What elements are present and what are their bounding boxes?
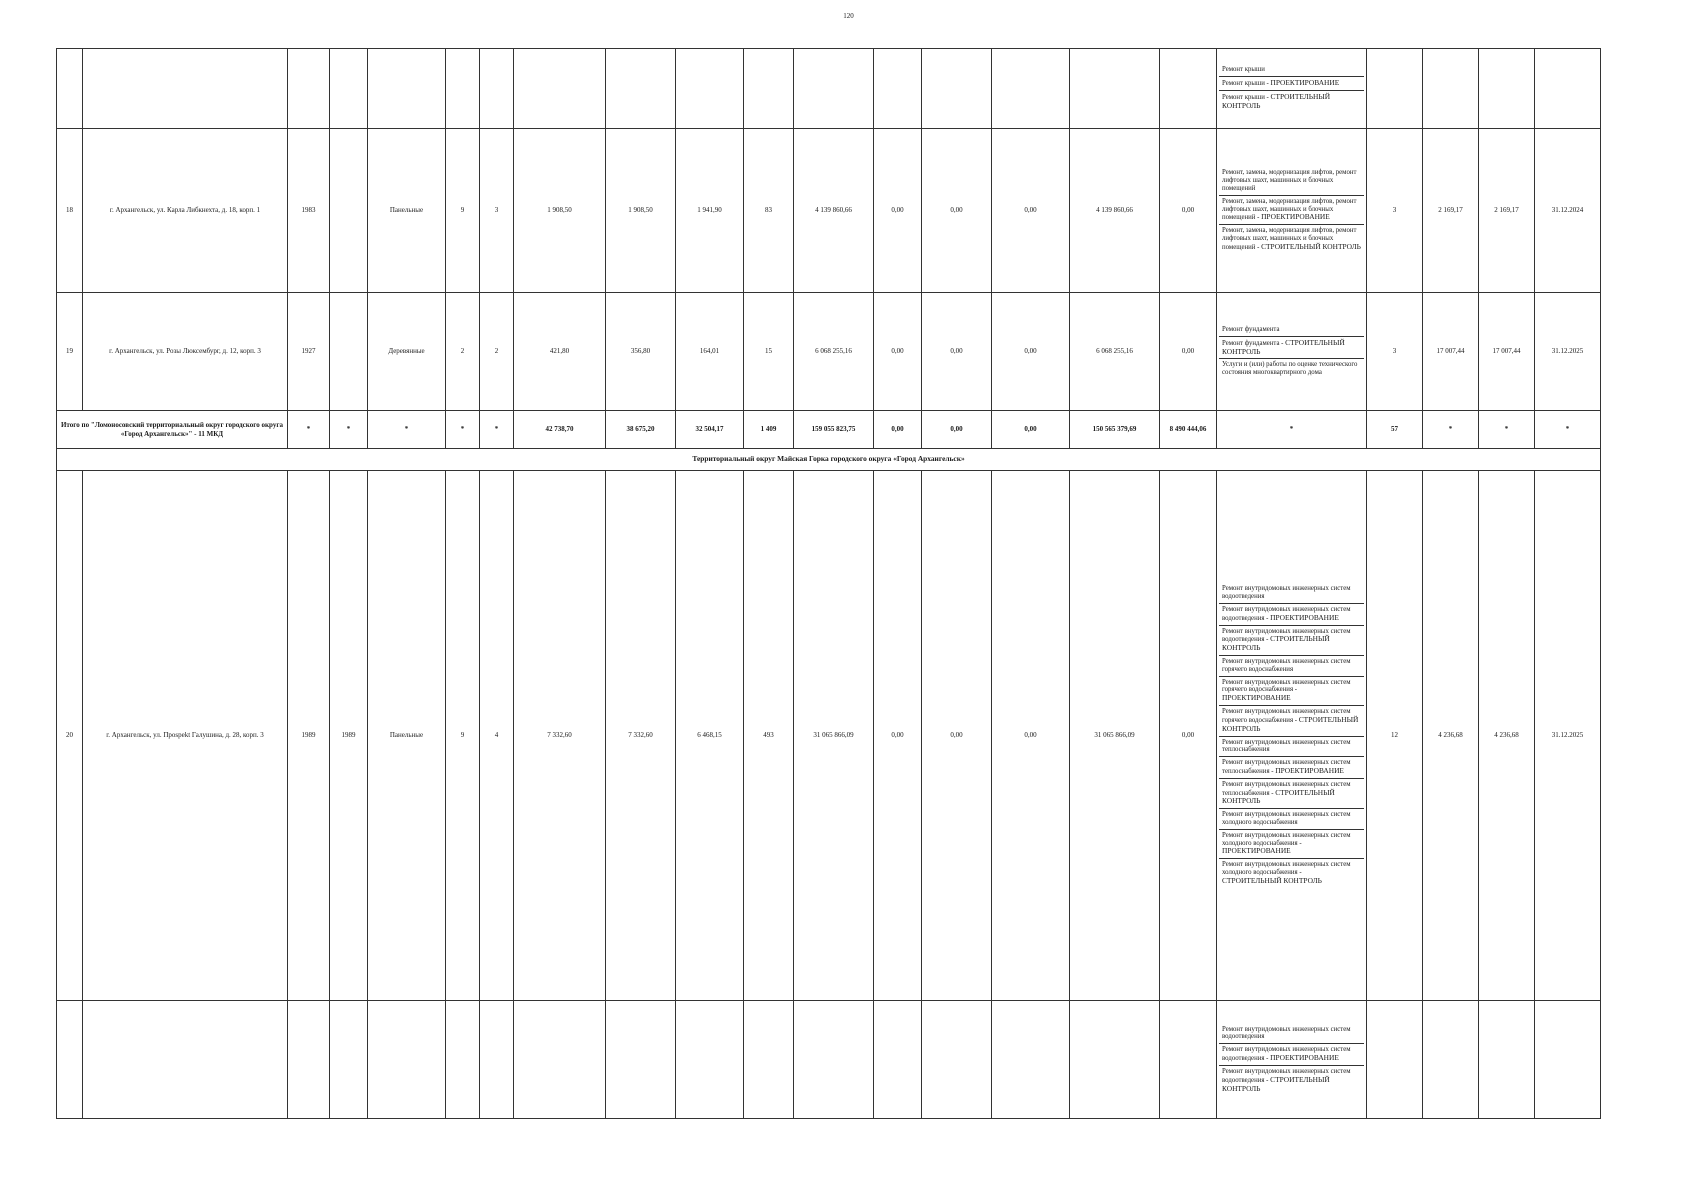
work-item: [1219, 706, 1364, 736]
cell-fund-fed: 0,00: [874, 293, 922, 411]
work-item: [1219, 1024, 1364, 1045]
work-item-stage: СТРОИТЕЛЬНЫЙ КОНТРОЛЬ: [1222, 1074, 1330, 1093]
cell-address: г. Архангельск, ул. Прospekt Галушина, д. 28, корп. 3: [83, 471, 288, 1001]
work-item-text: Ремонт, замена, модернизация лифтов, ремонт лифтовых шахт, машинных и блочных помещений -: [1222, 197, 1357, 222]
star-cell: *: [1479, 411, 1535, 449]
star-cell: *: [480, 411, 514, 449]
section-title: Территориальный округ Майская Горка городского округа «Город Архангельск»: [57, 449, 1601, 471]
empty-cell: [330, 49, 368, 129]
work-item: [1219, 604, 1364, 626]
works-list-cell: [1217, 293, 1367, 411]
cell-fund-loc: 0,00: [992, 411, 1070, 449]
work-item-stage: ПРОЕКТИРОВАНИЕ: [1270, 78, 1340, 88]
work-item-text: Ремонт внутридомовых инженерных систем холодного водоснабжения -: [1222, 861, 1351, 877]
work-item-stage: ПРОЕКТИРОВАНИЕ: [1222, 693, 1291, 703]
work-item: [1219, 1044, 1364, 1066]
works-list-cell: [1217, 471, 1367, 1001]
cell-deadline: 31.12.2025: [1535, 471, 1601, 1001]
cell-fund-fed: 0,00: [874, 411, 922, 449]
cell-residents: 15: [744, 293, 794, 411]
empty-cell: [1535, 49, 1601, 129]
cell-num: 18: [57, 129, 83, 293]
star-cell: *: [330, 411, 368, 449]
work-item: [1219, 656, 1364, 677]
works-list: [1219, 583, 1364, 887]
work-item-text: Ремонт внутридомовых инженерных систем водоотведения -: [1222, 605, 1351, 622]
work-item: [1219, 337, 1364, 360]
cell-floors: 2: [446, 293, 480, 411]
cell-floors: 9: [446, 129, 480, 293]
cell-cost-total: 159 055 823,75: [794, 411, 874, 449]
cell-work-count: 57: [1367, 411, 1423, 449]
work-item-stage: ПРОЕКТИРОВАНИЕ: [1275, 765, 1344, 775]
empty-cell: [1479, 1001, 1535, 1119]
cell-fund-other: 0,00: [1160, 293, 1217, 411]
table-row-total: [57, 411, 1601, 449]
work-item: [1219, 1066, 1364, 1095]
empty-cell: [794, 1001, 874, 1119]
cell-year-reno: [330, 129, 368, 293]
empty-cell: [874, 1001, 922, 1119]
cell-residents: 493: [744, 471, 794, 1001]
work-item: [1219, 830, 1364, 859]
work-item-stage: ПРОЕКТИРОВАНИЕ: [1270, 1053, 1339, 1063]
work-item: [1219, 225, 1364, 253]
work-item-text: Ремонт внутридомовых инженерных систем теплоснабжения: [1222, 738, 1351, 754]
empty-cell: [288, 49, 330, 129]
work-item: [1219, 64, 1364, 77]
cell-residents: 83: [744, 129, 794, 293]
works-list-cell: [1217, 49, 1367, 129]
cell-area-total: 421,80: [514, 293, 606, 411]
cell-num: 19: [57, 293, 83, 411]
star-cell: *: [1535, 411, 1601, 449]
work-item-stage: СТРОИТЕЛЬНЫЙ КОНТРОЛЬ: [1261, 241, 1361, 251]
work-item: [1219, 359, 1364, 379]
works-list: [1219, 1024, 1364, 1096]
table-row-section: [57, 449, 1601, 471]
cell-area-total: 42 738,70: [514, 411, 606, 449]
empty-cell: [606, 49, 676, 129]
empty-cell: [1367, 49, 1423, 129]
work-item-text: Ремонт фундамента: [1222, 325, 1280, 333]
star-cell: *: [368, 411, 446, 449]
work-item-text: Ремонт крыши: [1222, 66, 1265, 74]
empty-cell: [1070, 49, 1160, 129]
empty-cell: [922, 49, 992, 129]
cell-area-all: 7 332,60: [606, 471, 676, 1001]
work-item: [1219, 859, 1364, 887]
cell-area-living: 1 941,90: [676, 129, 744, 293]
empty-cell: [330, 1001, 368, 1119]
cell-fund-owners: 4 139 860,66: [1070, 129, 1160, 293]
cell-cost-total: 4 139 860,66: [794, 129, 874, 293]
work-item: [1219, 737, 1364, 758]
empty-cell: [1070, 1001, 1160, 1119]
cell-walls: Панельные: [368, 129, 446, 293]
work-item-text: Ремонт внутридомовых инженерных систем водоотведения -: [1222, 627, 1351, 644]
empty-cell: [744, 49, 794, 129]
work-item-stage: ПРОЕКТИРОВАНИЕ: [1270, 612, 1339, 622]
cell-deadline: 31.12.2025: [1535, 293, 1601, 411]
empty-cell: [744, 1001, 794, 1119]
work-item-text: Ремонт внутридомовых инженерных систем водоотведения -: [1222, 1067, 1351, 1084]
work-item-stage: СТРОИТЕЛЬНЫЙ КОНТРОЛЬ: [1222, 634, 1330, 653]
work-item: [1219, 583, 1364, 604]
page-number: 120: [843, 12, 854, 20]
cell-fund-owners: 31 065 866,09: [1070, 471, 1160, 1001]
empty-cell: [57, 1001, 83, 1119]
empty-cell: [676, 1001, 744, 1119]
works-list: [1219, 64, 1364, 112]
work-item: [1219, 324, 1364, 337]
work-item-text: Ремонт, замена, модернизация лифтов, ремонт лифтовых шахт, машинных и блочных помещений: [1222, 169, 1357, 192]
empty-cell: [1479, 49, 1535, 129]
table-row: [57, 293, 1601, 411]
empty-cell: [368, 1001, 446, 1119]
cell-fund-loc: 0,00: [992, 471, 1070, 1001]
cell-max-cost: 4 236,68: [1479, 471, 1535, 1001]
work-item-stage: СТРОИТЕЛЬНЫЙ КОНТРОЛЬ: [1222, 787, 1335, 806]
work-item: [1219, 196, 1364, 225]
table-row: [57, 471, 1601, 1001]
work-item-stage: ПРОЕКТИРОВАНИЕ: [1222, 846, 1291, 856]
empty-cell: [368, 49, 446, 129]
empty-cell: [288, 1001, 330, 1119]
work-item-text: Ремонт внутридомовых инженерных систем водоотведения: [1222, 585, 1351, 601]
work-item: [1219, 779, 1364, 809]
works-list: [1219, 167, 1364, 253]
table-row-continuation: [57, 1001, 1601, 1119]
cell-work-count: 3: [1367, 293, 1423, 411]
empty-cell: [83, 49, 288, 129]
cell-fund-loc: 0,00: [992, 129, 1070, 293]
cell-walls: Деревянные: [368, 293, 446, 411]
cell-fund-owners: 6 068 255,16: [1070, 293, 1160, 411]
cell-address: г. Архангельск, ул. Розы Люксембург, д. 12, корп. 3: [83, 293, 288, 411]
star-cell: *: [446, 411, 480, 449]
star-cell: *: [288, 411, 330, 449]
empty-cell: [446, 49, 480, 129]
work-item-text: Ремонт внутридомовых инженерных систем теплоснабжения -: [1222, 759, 1351, 775]
cell-entrances: 4: [480, 471, 514, 1001]
cell-unit-cost: 4 236,68: [1423, 471, 1479, 1001]
work-item: [1219, 77, 1364, 91]
empty-cell: [1367, 1001, 1423, 1119]
capital-repair-table: [56, 48, 1601, 1119]
cell-max-cost: 2 169,17: [1479, 129, 1535, 293]
work-item-text: Услуги и (или) работы по оценке технического состояния многоквартирного дома: [1222, 361, 1358, 377]
empty-cell: [1160, 49, 1217, 129]
empty-cell: [514, 1001, 606, 1119]
cell-entrances: 2: [480, 293, 514, 411]
work-item-text: Ремонт крыши -: [1222, 80, 1271, 88]
cell-fund-other: 8 490 444,06: [1160, 411, 1217, 449]
cell-fund-fed: 0,00: [874, 129, 922, 293]
cell-cost-total: 6 068 255,16: [794, 293, 874, 411]
work-item-stage: ПРОЕКТИРОВАНИЕ: [1261, 212, 1330, 222]
cell-area-total: 7 332,60: [514, 471, 606, 1001]
table-row: [57, 129, 1601, 293]
empty-cell: [1423, 1001, 1479, 1119]
empty-cell: [1535, 1001, 1601, 1119]
work-item: [1219, 809, 1364, 830]
work-item: [1219, 167, 1364, 195]
cell-fund-reg: 0,00: [922, 293, 992, 411]
empty-cell: [480, 49, 514, 129]
empty-cell: [606, 1001, 676, 1119]
works-list-cell: [1217, 1001, 1367, 1119]
cell-max-cost: 17 007,44: [1479, 293, 1535, 411]
star-cell: *: [1217, 411, 1367, 449]
cell-work-count: 3: [1367, 129, 1423, 293]
work-item-text: Ремонт фундамента -: [1222, 339, 1286, 347]
empty-cell: [676, 49, 744, 129]
cell-year-built: 1927: [288, 293, 330, 411]
empty-cell: [514, 49, 606, 129]
work-item-text: Ремонт внутридомовых инженерных систем горячего водоснабжения: [1222, 658, 1351, 673]
work-item-text: Ремонт внутридомовых инженерных систем горячего водоснабжения -: [1222, 678, 1351, 694]
cell-fund-reg: 0,00: [922, 411, 992, 449]
cell-area-living: 164,01: [676, 293, 744, 411]
work-item: [1219, 757, 1364, 779]
work-item: [1219, 677, 1364, 706]
star-cell: *: [1423, 411, 1479, 449]
cell-year-built: 1983: [288, 129, 330, 293]
cell-walls: Панельные: [368, 471, 446, 1001]
work-item-stage: СТРОИТЕЛЬНЫЙ КОНТРОЛЬ: [1222, 714, 1359, 733]
cell-area-living: 6 468,15: [676, 471, 744, 1001]
empty-cell: [83, 1001, 288, 1119]
work-item: [1219, 91, 1364, 113]
cell-year-reno: 1989: [330, 471, 368, 1001]
cell-year-reno: [330, 293, 368, 411]
cell-fund-other: 0,00: [1160, 129, 1217, 293]
work-item-text: Ремонт внутридомовых инженерных систем холодного водоснабжения -: [1222, 831, 1351, 847]
cell-fund-loc: 0,00: [992, 293, 1070, 411]
cell-num: 20: [57, 471, 83, 1001]
empty-cell: [992, 1001, 1070, 1119]
work-item-text: Ремонт внутридомовых инженерных систем водоотведения: [1222, 1025, 1351, 1041]
work-item-stage: СТРОИТЕЛЬНЫЙ КОНТРОЛЬ: [1222, 337, 1345, 356]
cell-work-count: 12: [1367, 471, 1423, 1001]
cell-area-all: 38 675,20: [606, 411, 676, 449]
cell-deadline: 31.12.2024: [1535, 129, 1601, 293]
work-item: [1219, 626, 1364, 656]
total-label: Итого по "Ломоносовский территориальный округ городского округа «Город Архангельск»" - 11 МКД: [57, 411, 288, 449]
cell-year-built: 1989: [288, 471, 330, 1001]
empty-cell: [480, 1001, 514, 1119]
cell-residents: 1 409: [744, 411, 794, 449]
cell-fund-owners: 150 565 379,69: [1070, 411, 1160, 449]
cell-fund-other: 0,00: [1160, 471, 1217, 1001]
work-item-text: Ремонт крыши -: [1222, 94, 1271, 101]
work-item-text: Ремонт внутридомовых инженерных систем теплоснабжения -: [1222, 780, 1351, 797]
cell-floors: 9: [446, 471, 480, 1001]
empty-cell: [992, 49, 1070, 129]
cell-entrances: 3: [480, 129, 514, 293]
work-item-stage: СТРОИТЕЛЬНЫЙ КОНТРОЛЬ: [1222, 875, 1322, 885]
cell-fund-fed: 0,00: [874, 471, 922, 1001]
empty-cell: [57, 49, 83, 129]
table-row-continuation: [57, 49, 1601, 129]
cell-unit-cost: 17 007,44: [1423, 293, 1479, 411]
empty-cell: [1160, 1001, 1217, 1119]
cell-area-total: 1 908,50: [514, 129, 606, 293]
empty-cell: [922, 1001, 992, 1119]
work-item-stage: СТРОИТЕЛЬНЫЙ КОНТРОЛЬ: [1222, 92, 1331, 110]
cell-cost-total: 31 065 866,09: [794, 471, 874, 1001]
cell-fund-reg: 0,00: [922, 471, 992, 1001]
work-item-text: Ремонт внутридомовых инженерных систем горячего водоснабжения -: [1222, 708, 1351, 724]
empty-cell: [794, 49, 874, 129]
cell-area-living: 32 504,17: [676, 411, 744, 449]
empty-cell: [1423, 49, 1479, 129]
cell-unit-cost: 2 169,17: [1423, 129, 1479, 293]
cell-area-all: 1 908,50: [606, 129, 676, 293]
works-list: [1219, 324, 1364, 379]
work-item-text: Ремонт, замена, модернизация лифтов, ремонт лифтовых шахт, машинных и блочных помещений -: [1222, 227, 1357, 251]
empty-cell: [446, 1001, 480, 1119]
empty-cell: [874, 49, 922, 129]
works-list-cell: [1217, 129, 1367, 293]
work-item-text: Ремонт внутридомовых инженерных систем холодного водоснабжения: [1222, 811, 1351, 826]
cell-area-all: 356,80: [606, 293, 676, 411]
cell-fund-reg: 0,00: [922, 129, 992, 293]
cell-address: г. Архангельск, ул. Карла Либкнехта, д. 18, корп. 1: [83, 129, 288, 293]
work-item-text: Ремонт внутридомовых инженерных систем водоотведения -: [1222, 1046, 1351, 1063]
